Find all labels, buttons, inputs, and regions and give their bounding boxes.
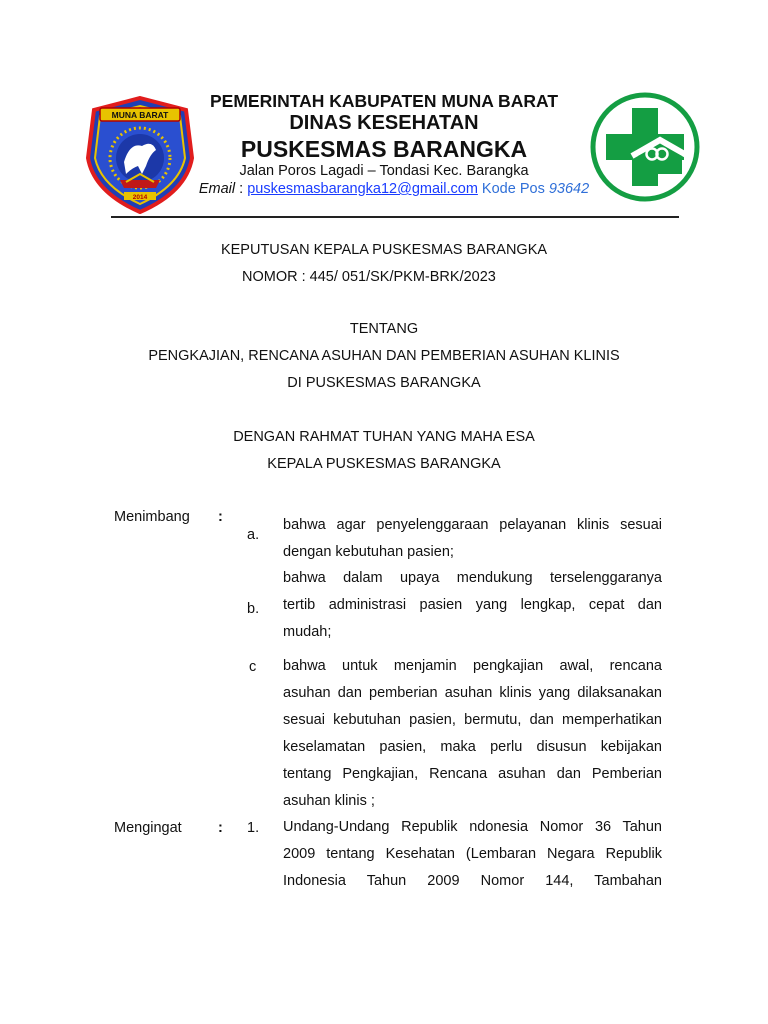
head-line: KEPALA PUSKESMAS BARANGKA — [267, 456, 501, 472]
item-marker: b. — [247, 601, 260, 617]
decree-number: NOMOR : 445/ 051/SK/PKM-BRK/2023 — [242, 269, 496, 285]
item-marker: a. — [247, 527, 260, 543]
subject-line-1: PENGKAJIAN, RENCANA ASUHAN DAN PEMBERIAN ASUHAN KLINIS — [148, 348, 620, 364]
email-link[interactable]: puskesmasbarangka12@gmail.com — [247, 181, 478, 197]
email-separator: : — [235, 181, 248, 197]
logo-title-text: MUNA BARAT — [111, 110, 169, 120]
dept-name: DINAS KESEHATAN — [289, 112, 479, 134]
item-marker: c — [249, 659, 257, 675]
mengingat-item-1: Undang-Undang Republik ndonesia Nomor 36 Tahun 2009 tentang Kesehatan (Lembaran Negara Republik Indonesia Tahun 2009 Nomor 144, Tambahan — [283, 819, 662, 889]
menimbang-colon: : — [218, 509, 223, 525]
org-name: PUSKESMAS BARANGKA — [240, 136, 528, 162]
mengingat-colon: : — [218, 820, 223, 836]
menimbang-item-c: bahwa untuk menjamin pengkajian awal, rencana asuhan dan pemberian asuhan klinis yang dilaksanakan sesuai kebutuhan pasien, bermutu, dan memperhatikan keselamatan pasien, maka perlu disusun kebijakan tentang Pengkajian, Rencana asuhan dan Pemberian asuhan klinis ; — [283, 658, 662, 809]
menimbang-item-b: bahwa dalam upaya mendukung terselenggaranya tertib administrasi pasien yang lengkap, cepat dan mudah; — [283, 570, 662, 640]
logo-year-text: 2014 — [132, 194, 148, 201]
item-marker: 1. — [247, 820, 260, 836]
postal-label: Kode Pos — [477, 181, 549, 197]
about-heading: TENTANG — [349, 321, 419, 337]
menimbang-item-a: bahwa agar penyelenggaraan pelayanan klinis sesuai dengan kebutuhan pasien; — [283, 517, 662, 560]
gov-name: PEMERINTAH KABUPATEN MUNA BARAT — [209, 91, 559, 111]
grace-line: DENGAN RAHMAT TUHAN YANG MAHA ESA — [233, 429, 535, 445]
mengingat-label: Mengingat — [114, 820, 182, 836]
subject-line-2: DI PUSKESMAS BARANGKA — [287, 375, 481, 391]
decree-title: KEPUTUSAN KEPALA PUSKESMAS BARANGKA — [220, 242, 548, 258]
contact-line — [0, 181, 768, 197]
address: Jalan Poros Lagadi – Tondasi Kec. Barangka — [239, 163, 529, 179]
menimbang-label: Menimbang — [114, 509, 190, 525]
email-label: Email — [198, 181, 236, 197]
letterhead-divider — [111, 216, 679, 218]
postal-code: 93642 — [548, 181, 590, 197]
